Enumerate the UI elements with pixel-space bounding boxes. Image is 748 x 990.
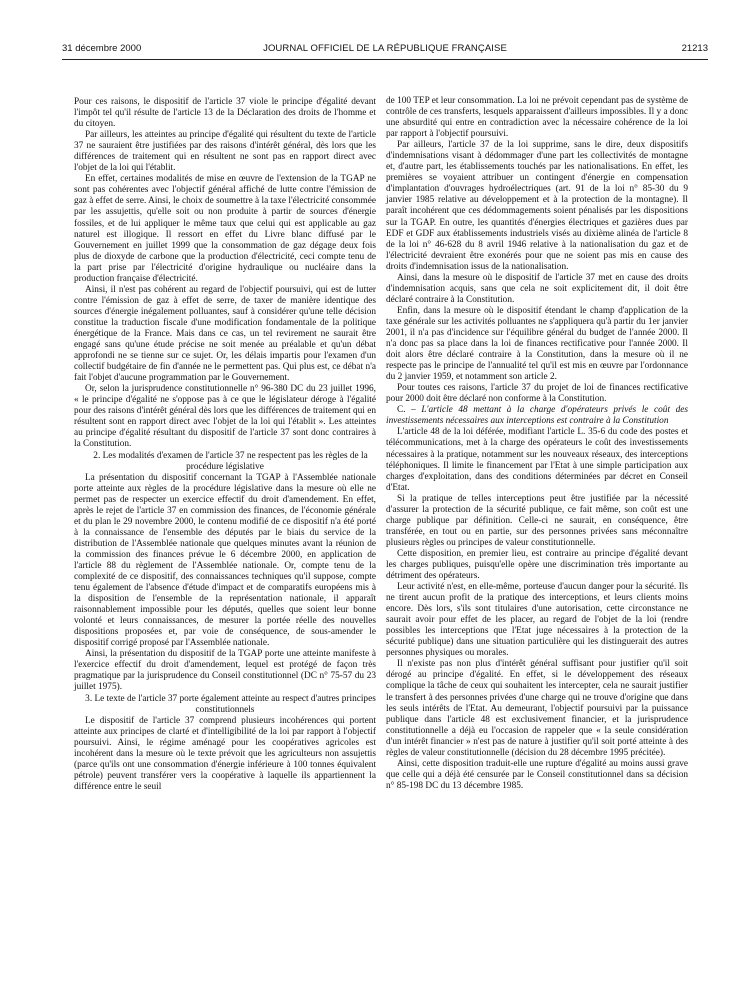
paragraph: Si la pratique de telles interceptions peut être justifiée par la nécessité d'assurer la protection de la sécurité publique, ce fait même, son coût est une charge publique par définition. Celle-ci ne saurait, en conséquence, être transférée, en tout ou en partie, sur des personnes privées sans méconnaître plusieurs règles ou principes de valeur constitutionnelle. — [386, 493, 688, 548]
page-number: 21213 — [681, 43, 708, 54]
paragraph: Ainsi, la présentation du dispositif de la TGAP porte une atteinte manifeste à l'exercice effectif du droit d'amendement, lequel est protégé de façon très pragmatique par la jurisprudence du Conseil constitutionnel (DC n° 75-57 du 23 juillet 1975). — [74, 649, 376, 693]
issue-date: 31 décembre 2000 — [62, 43, 142, 54]
paragraph: Ainsi, cette disposition traduit-elle une rupture d'égalité au moins aussi grave que celle qui a déjà été censurée par le Conseil constitutionnel dans sa décision n° 85-198 DC du 13 décembre 1985. — [386, 758, 688, 791]
header-rule — [62, 59, 708, 60]
paragraph: Ainsi, il n'est pas cohérent au regard de l'objectif poursuivi, qui est de lutter contre l'émission de gaz à effet de serre, de taxer de manière identique des sources d'énergie inégalement polluantes, sauf à considérer qu'une telle décision constitue la traduction fiscale d'une modification fondamentale de la politique énergétique de la France. Mais dans ce cas, un tel revirement ne saurait être engagé sans qu'une étude précise ne soit menée au préalable et qu'un débat approfondi ne se tienne sur ce sujet. Or, les délais impartis pour l'examen d'un collectif budgétaire de fin d'année ne le permettent pas. Qui plus est, ce débat n'a fait l'objet d'aucune programmation par le Gouvernement. — [74, 284, 376, 384]
paragraph: Cette disposition, en premier lieu, est contraire au principe d'égalité devant les charges publiques, puisqu'elle opère une discrimination très importante au détriment des opérateurs. — [386, 548, 688, 582]
paragraph: Le dispositif de l'article 37 comprend plusieurs incohérences qui portent atteinte aux principes de clarté et d'intelligibilité de la loi par rapport à l'objectif poursuivi. Ainsi, le régime aménagé pour les coopératives agricoles est incohérent dans la mesure où le texte prévoit que les agriculteurs non assujettis (parce qu'ils ont une consommation d'énergie inférieure à 100 tonnes équivalent pétrole) peuvent transférer vers la coopérative à laquelle ils appartiennent la différence entre le seuil — [74, 715, 376, 792]
paragraph: Or, selon la jurisprudence constitutionnelle n° 96-380 DC du 23 juillet 1996, « le principe d'égalité ne s'oppose pas à ce que le législateur déroge à l'égalité pour des raisons d'intérêt général dès lors que les différences de traitement qui en résultent sont en rapport direct avec l'objet de la loi qui l'établit ». Les atteintes au principe d'égalité résultant du dispositif de l'article 37 sont donc contraires à la Constitution. — [74, 384, 376, 450]
paragraph: La présentation du dispositif concernant la TGAP à l'Assemblée nationale porte atteinte aux règles de la procédure législative dans la mesure où elle ne permet pas de respecter un exercice effectif du droit d'amendement. En effet, après le rejet de l'article 37 en commission des finances, de l'économie générale et du plan le 29 novembre 2000, le contenu modifié de ce dispositif n'a été porté à la connaissance de l'ensemble des députés par le biais du service de la distribution de l'Assemblée nationale que quelques minutes avant la réunion de la commission des finances prévue le 6 décembre 2000, en application de l'article 88 du règlement de l'Assemblée nationale. Or, compte tenu de la complexité de ce dispositif, des connaissances techniques qu'il suppose, compte tenu également de l'absence d'étude d'impact et de comparatifs européens mis à la disposition de l'ensemble de la représentation nationale, il apparaît raisonnablement impossible pour les députés, quelles que soient leur bonne volonté et leurs connaissances, de mesurer la portée réelle des nouvelles dispositions proposées et, par voie de conséquence, de sous-amender le dispositif corrigé proposé par l'Assemblée nationale. — [74, 472, 376, 649]
paragraph: Leur activité n'est, en elle-même, porteuse d'aucun danger pour la sécurité. Ils ne tirent aucun profit de la pratique des interceptions, et leurs clients moins encore. Dès lors, s'ils sont titulaires d'une autorisation, cette circonstance ne saurait avoir pour effet de les placer, au regard de l'objet de la loi (rendre possibles les interceptions que l'Etat juge nécessaires à la protection de la sécurité publique) dans une situation particulière qui les distinguerait des autres personnes physiques ou morales. — [386, 582, 688, 659]
page-header — [62, 42, 708, 56]
right-column — [386, 96, 688, 792]
paragraph: Enfin, dans la mesure où le dispositif étendant le champ d'application de la taxe générale sur les activités polluantes ne s'appliquera qu'à partir du 1er janvier 2001, il n'a pas d'incidence sur l'équilibre général du budget de l'année 2000. Il n'a donc pas sa place dans la loi de finances rectificative pour l'année 2000. Il doit alors être déclaré contraire à la Constitution, dans la mesure où il ne respecte pas le principe de l'annualité tel qu'il est mis en œuvre par l'ordonnance du 2 janvier 1959, et notamment son article 2. — [386, 305, 688, 383]
paragraph: En effet, certaines modalités de mise en œuvre de l'extension de la TGAP ne sont pas cohérentes avec l'objectif général affiché de lutte contre l'émission de gaz à effet de serre. Ainsi, le choix de soumettre à la taxe l'électricité consommée par les assujettis, qu'elle soit ou non produite à partir de sources d'énergie fossiles, et de lui appliquer le même taux que celui qui est applicable au gaz naturel est illogique. Il ressort en effet du Livre blanc diffusé par le Gouvernement en juillet 1999 que la consommation de gaz dégage deux fois plus de dioxyde de carbone que la production d'électricité, ceci compte tenu de la part prise par l'électricité d'origine hydraulique ou nucléaire dans la production française d'électricité. — [74, 174, 376, 284]
left-column — [74, 97, 376, 793]
section-label: C. – — [397, 405, 416, 416]
paragraph: Il n'existe pas non plus d'intérêt général suffisant pour justifier qu'il soit dérogé au principe d'égalité. En effet, si le développement des réseaux complique la tâche de ceux qui souhaitent les intercepter, cela ne saurait justifier le transfert à des personnes privées d'une charge qui ne trouve d'origine que dans les seuls intérêts de l'Etat. Au demeurant, l'objectif poursuivi par la puissance publique dans l'article 48 est exclusivement financier, et la jurisprudence constitutionnelle a déjà eu l'occasion de rappeler que « la seule considération d'un intérêt financier » n'est pas de nature à justifier qu'il soit porté atteinte à des règles de valeur constitutionnelle (décision du 28 décembre 1995 précitée). — [386, 659, 688, 758]
section-title: L'article 48 mettant à la charge d'opérateurs privés le coût des investissements nécessaires aux interceptions est contraire à la Constitution — [386, 405, 689, 427]
paragraph: Ainsi, dans la mesure où le dispositif de l'article 37 met en cause des droits d'indemnisation acquis, sans que cela ne soit explicitement dit, il doit être déclaré contraire à la Constitution. — [386, 272, 688, 305]
subheading: 3. Le texte de l'article 37 porte également atteinte au respect d'autres principes constitutionnels — [85, 693, 376, 715]
paragraph: Pour ces raisons, le dispositif de l'article 37 viole le principe d'égalité devant l'impôt tel qu'il résulte de l'article 13 de la Déclaration des droits de l'homme et du citoyen. — [74, 97, 376, 130]
journal-title: JOURNAL OFFICIEL DE LA RÉPUBLIQUE FRANÇAISE — [263, 43, 507, 54]
subheading: 2. Les modalités d'examen de l'article 37 ne respectent pas les règles de la procédure législative — [93, 450, 368, 472]
paragraph: de 100 TEP et leur consommation. La loi ne prévoit cependant pas de système de contrôle de ces transferts, lesquels apparaissent d'ailleurs impossibles. Il y a donc une absurdité qui entre en contradiction avec la nécessaire cohérence de la loi par rapport à l'objectif poursuivi. — [386, 96, 688, 140]
section-heading — [386, 405, 688, 427]
paragraph: Pour toutes ces raisons, l'article 37 du projet de loi de finances rectificative pour 2000 doit être déclaré non conforme à la Constitution. — [386, 383, 688, 405]
paragraph: Par ailleurs, les atteintes au principe d'égalité qui résultent du texte de l'article 37 ne sauraient être justifiées par des raisons d'intérêt général, dès lors que les différences de traitement qui en résultent ne sont pas en rapport direct avec l'objet de la loi qui l'établit. — [74, 130, 376, 174]
paragraph: L'article 48 de la loi déférée, modifiant l'article L. 35-6 du code des postes et télécommunications, met à la charge des opérateurs le coût des investissements nécessaires à la pratique, notamment sur les nouveaux réseaux, des interceptions téléphoniques. Il limite le financement par l'Etat à une simple participation aux charges d'exploitation, dans des conditions déterminées par décret en Conseil d'Etat. — [386, 427, 688, 493]
paragraph: Par ailleurs, l'article 37 de la loi supprime, sans le dire, deux dispositifs d'indemnisations visant à dédommager d'une part les collectivités de montagne et, d'autre part, les établissements touchés par les nationalisations. En effet, les premières se voyaient attribuer un contingent d'énergie en compensation d'implantation d'ouvrages hydroélectriques (art. 91 de la loi n° 85-30 du 9 janvier 1985 relative au développement et à la protection de la montagne). Il paraît incohérent que ces dédommagements soient pénalisés par les dispositions sur la TGAP. En outre, les quantités d'énergies électriques et gazières dues par EDF et GDF aux établissements industriels visés au dixième alinéa de l'article 8 de la loi n° 46-628 du 8 avril 1946 relative à la nationalisation du gaz et de l'électricité devraient être exonérés pour que ne soient pas mis en cause des droits d'indemnisation issus de la nationalisation. — [386, 140, 688, 272]
